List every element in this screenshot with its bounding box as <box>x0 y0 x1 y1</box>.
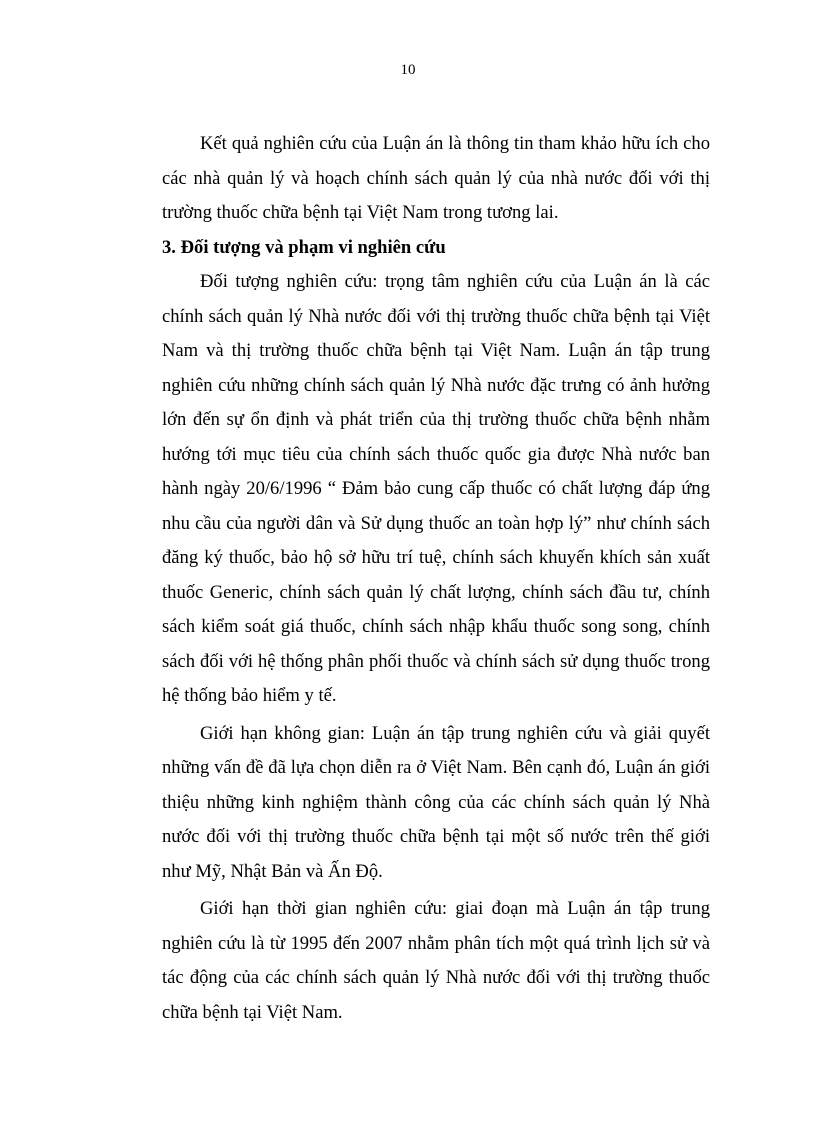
document-body <box>162 127 710 1030</box>
paragraph-research-significance: Kết quả nghiên cứu của Luận án là thông tin tham khảo hữu ích cho các nhà quản lý và hoạch chính sách quản lý của nhà nước đối với thị trường thuốc chữa bệnh tại Việt Nam trong tương lai. <box>162 133 710 223</box>
paragraph-space-scope: Giới hạn không gian: Luận án tập trung nghiên cứu và giải quyết những vấn đề đã lựa chọn diễn ra ở Việt Nam. Bên cạnh đó, Luận án giới thiệu những kinh nghiệm thành công của các chính sách quản lý Nhà nước đối với thị trường thuốc chữa bệnh tại một số nước trên thế giới như Mỹ, Nhật Bản và Ấn Độ. <box>162 722 710 882</box>
paragraph-time-scope: Giới hạn thời gian nghiên cứu: giai đoạn mà Luận án tập trung nghiên cứu là từ 1995 đến 2007 nhằm phân tích một quá trình lịch sử và tác động của các chính sách quản lý Nhà nước đối với thị trường thuốc chữa bệnh tại Việt Nam. <box>162 898 710 1023</box>
page-number: 10 <box>400 62 416 78</box>
section-heading: 3. Đối tượng và phạm vi nghiên cứu <box>162 236 446 258</box>
paragraph-research-object: Đối tượng nghiên cứu: trọng tâm nghiên cứu của Luận án là các chính sách quản lý Nhà nước đối với thị trường thuốc chữa bệnh tại Việt Nam và thị trường thuốc chữa bệnh tại Việt Nam. Luận án tập trung nghiên cứu những chính sách quản lý Nhà nước đặc trưng có ảnh hưởng lớn đến sự ổn định và phát triển của thị trường thuốc chữa bệnh nhằm hướng tới mục tiêu của chính sách thuốc quốc gia được Nhà nước ban hành ngày 20/6/1996 “ Đảm bảo cung cấp thuốc có chất lượng đáp ứng nhu cầu của người dân và Sử dụng thuốc an toàn hợp lý” như chính sách đăng ký thuốc, bảo hộ sở hữu trí tuệ, chính sách khuyến khích sản xuất thuốc Generic, chính sách quản lý chất lượng, chính sách đầu tư, chính sách kiểm soát giá thuốc, chính sách nhập khẩu thuốc song song, chính sách đối với hệ thống phân phối thuốc và chính sách sử dụng thuốc trong hệ thống bảo hiểm y tế. <box>162 271 710 706</box>
